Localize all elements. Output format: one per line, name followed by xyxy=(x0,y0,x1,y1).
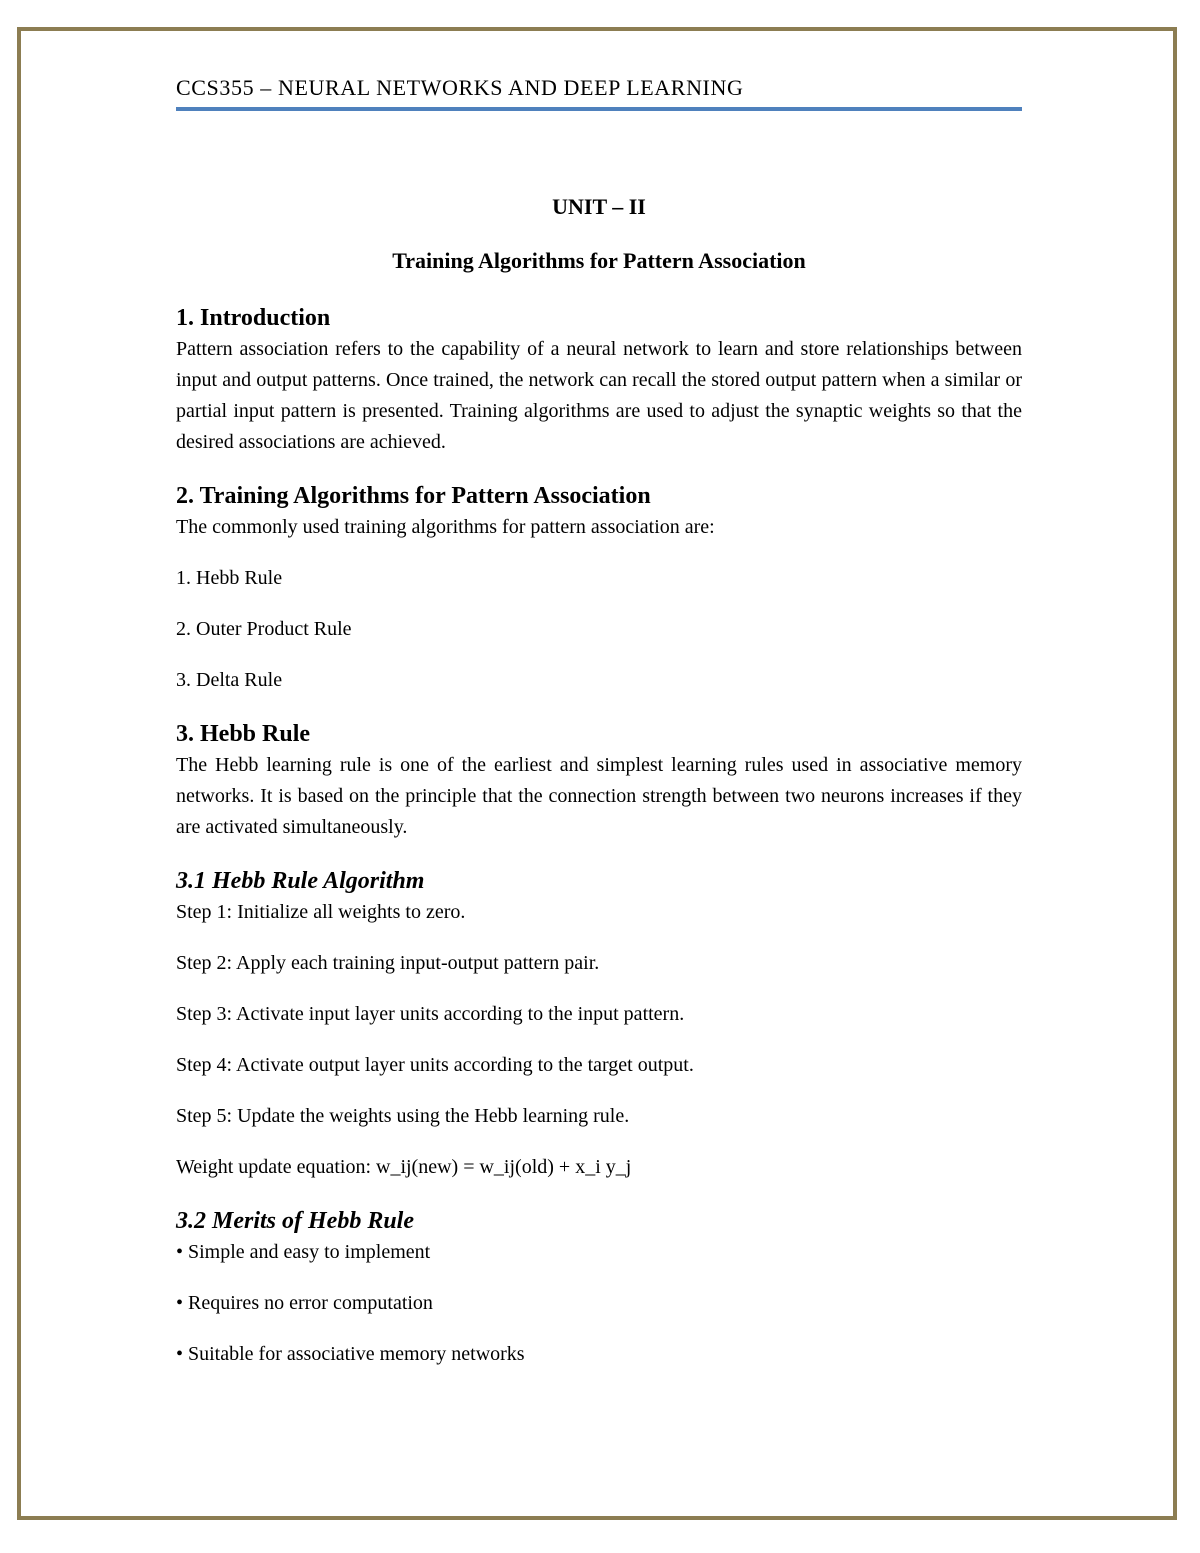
subsection-heading-hebb-merits: 3.2 Merits of Hebb Rule xyxy=(176,1208,414,1234)
page-header: CCS355 – NEURAL NETWORKS AND DEEP LEARNING xyxy=(176,75,744,100)
list-item: 1. Hebb Rule xyxy=(176,567,283,589)
header-rule xyxy=(176,107,1022,111)
algorithm-step: Step 4: Activate output layer units according to the target output. xyxy=(176,1054,694,1076)
list-item: 3. Delta Rule xyxy=(176,669,283,691)
training-lead: The commonly used training algorithms for pattern association are: xyxy=(176,516,715,538)
list-item: 2. Outer Product Rule xyxy=(176,618,352,640)
algorithm-step: Step 2: Apply each training input-output pattern pair. xyxy=(176,952,600,974)
algorithm-step: Step 1: Initialize all weights to zero. xyxy=(176,901,466,923)
unit-title: UNIT – II xyxy=(552,194,646,219)
subsection-heading-hebb-algorithm: 3.1 Hebb Rule Algorithm xyxy=(176,868,425,894)
hebb-rule-paragraph: The Hebb learning rule is one of the earliest and simplest learning rules used in associative memory networks. It is based on the principle that the connection strength between two neurons increases if they are activated simultaneously. xyxy=(176,754,1022,838)
merit-item: • Requires no error computation xyxy=(176,1292,433,1314)
document-title: Training Algorithms for Pattern Association xyxy=(392,248,806,273)
merit-item: • Suitable for associative memory networks xyxy=(176,1343,525,1365)
document-body xyxy=(176,302,1022,1370)
introduction-paragraph: Pattern association refers to the capability of a neural network to learn and store relationships between input and output patterns. Once trained, the network can recall the stored output pattern when a similar or partial input pattern is presented. Training algorithms are used to adjust the synaptic weights so that the desired associations are achieved. xyxy=(176,338,1022,453)
merit-item: • Simple and easy to implement xyxy=(176,1241,431,1263)
section-heading-training-algorithms: 2. Training Algorithms for Pattern Association xyxy=(176,483,651,509)
algorithm-step: Step 3: Activate input layer units according to the input pattern. xyxy=(176,1003,685,1025)
weight-update-equation: Weight update equation: w_ij(new) = w_ij(old) + x_i y_j xyxy=(176,1156,632,1178)
section-heading-introduction: 1. Introduction xyxy=(176,305,331,331)
section-heading-hebb-rule: 3. Hebb Rule xyxy=(176,721,311,747)
algorithm-step: Step 5: Update the weights using the Hebb learning rule. xyxy=(176,1105,630,1127)
